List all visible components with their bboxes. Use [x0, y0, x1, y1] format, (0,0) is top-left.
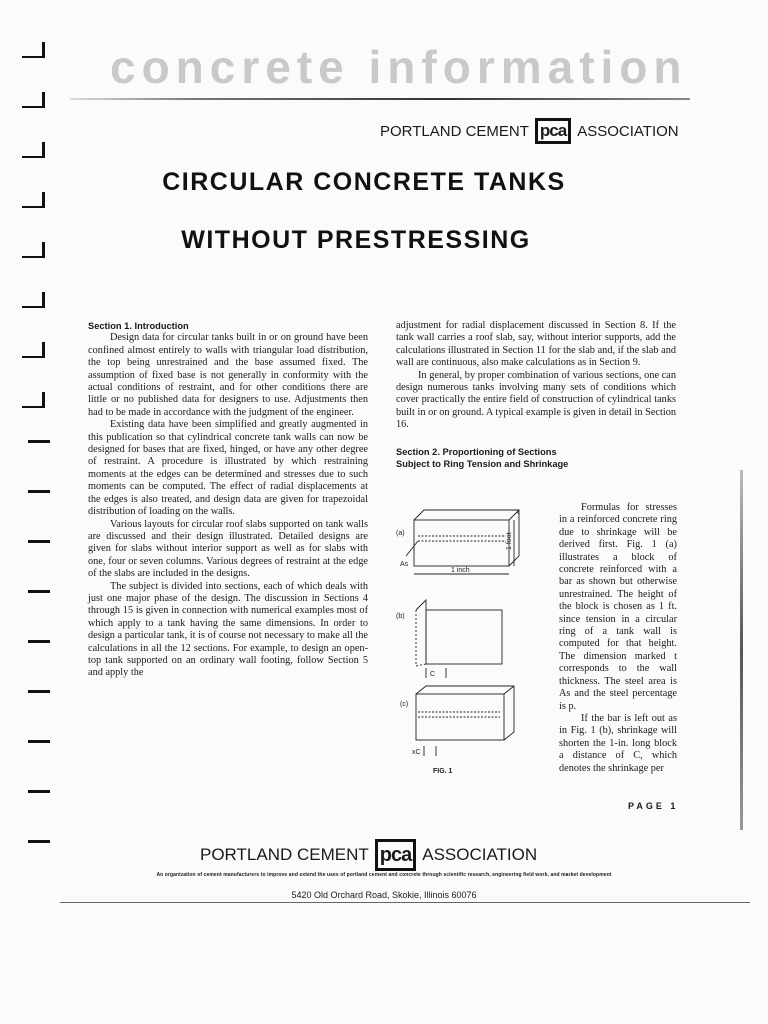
org-header [380, 118, 700, 144]
paragraph: In general, by proper combination of various sections, one can design numerous tanks involving many sets of conditions which cover practically the entire field of construction of cylindrical tanks built in or on ground. A typical example is given in detail in Section 16. [396, 369, 676, 431]
footer-org-left: PORTLAND CEMENT [200, 845, 369, 864]
figure-1-diagram [396, 506, 556, 782]
paragraph: Formulas for stresses in a reinforced concrete ring due to shrinkage will be derived first. Fig. 1 (a) illustrates a block of concrete reinforced with a bar as shown but otherwise unrestrained. The height of the block is chosen as 1 ft. since tension in a circular ring of a tank wall is computed for that height. The dimension marked t corresponds to the wall thickness. The steel area is As and the steel percentage is p. [559, 502, 677, 712]
footer-org [200, 840, 560, 870]
section-subheading: Subject to Ring Tension and Shrinkage [396, 459, 569, 470]
binding-mark [28, 640, 50, 643]
footer-org-right: ASSOCIATION [422, 845, 538, 864]
binding-mark [22, 292, 45, 308]
binding-mark [28, 790, 50, 793]
section-heading: Section 1. Introduction [88, 321, 189, 331]
paragraph: adjustment for radial displacement discussed in Section 8. If the tank wall carries a roof slab, say, without interior supports, add the calculations illustrated in Section 11 for the slab and, if the slab and wall are continuous, also make calculations as in Section 9. [396, 320, 676, 369]
header-rule [70, 98, 690, 100]
label-t: t [517, 509, 519, 516]
label-b: (b) [396, 613, 405, 620]
label-shrink-c: xC [412, 749, 421, 756]
label-as: As [400, 561, 409, 568]
binding-mark [28, 440, 50, 443]
label-foot: 1 foot [506, 532, 513, 550]
figure-caption: FIG. 1 [433, 768, 453, 775]
paragraph: If the bar is left out as in Fig. 1 (b), shrinkage will shorten the 1-in. long block a distance of C, which denotes the shrinkage per [559, 712, 677, 774]
label-c: (c) [400, 701, 409, 708]
binding-mark [28, 690, 50, 693]
binding-mark [28, 540, 50, 543]
label-inch: 1 inch [451, 567, 470, 574]
binding-mark [22, 42, 45, 58]
label-a: (a) [396, 530, 405, 537]
org-name-left: PORTLAND CEMENT [380, 122, 529, 140]
paragraph: The subject is divided into sections, each of which deals with just one major phase of the design. The discussion in Sections 4 through 15 is given in connection with numerical examples most of which apply to a tank having the same dimensions. In order to design a particular tank, it is of course not necessary to make all the calculations in all the 12 sections. For example, to design an open-top tank supported on an ordinary wall footing, follow Section 5 and apply the [88, 580, 368, 679]
binding-mark [22, 392, 45, 408]
footer-address: 5420 Old Orchard Road, Skokie, Illinois 60076 [291, 890, 477, 900]
footer-pca-logo: pca [375, 839, 416, 871]
section-heading: Section 2. Proportioning of Sections [396, 446, 557, 457]
block-a-top [414, 510, 519, 566]
pca-logo: pca [535, 118, 571, 144]
page-edge-shadow [740, 470, 743, 830]
org-name-right: ASSOCIATION [577, 122, 679, 140]
page-number: PAGE 1 [628, 801, 679, 811]
right-column [396, 320, 676, 470]
document-title-line1: CIRCULAR CONCRETE TANKS [162, 168, 566, 196]
block-a-front [414, 520, 509, 566]
block-b-front [426, 610, 502, 664]
paragraph: Design data for circular tanks built in or on ground have been confined almost entirely to walls with triangular load distribution, the top being unrestrained and the base assumed fixed. The assumption of fixed base is not generally in conformity with the actual conditions of restraint, and for other conditions there are little or no published data for designers to use. Adjustments then had to be made in accordance with the judgment of the engineer. [88, 332, 368, 418]
binding-mark [22, 342, 45, 358]
document-title-line2: WITHOUT PRESTRESSING [181, 226, 531, 254]
footer-rule [60, 902, 750, 903]
footer-tagline: An organization of cement manufacturers to improve and extend the uses of portland cement and concrete through scientific research, engineering field work, and market development [156, 872, 612, 878]
binding-mark [22, 92, 45, 108]
paragraph: Various layouts for circular roof slabs supported on tank walls are discussed and their design illustrated. Detailed designs are given for slabs without interior support as well as for slabs with one, four or seven columns. Various degrees of restraint at the edge of the slabs are included in the designs. [88, 518, 368, 580]
paragraph: Existing data have been simplified and greatly augmented in this publication so that cylindrical concrete tank walls can now be designed for bases that are fixed, hinged, or have any other degree of restraint. A procedure is illustrated by which restraining moments at the edges can be determined and stresses due to such moments can be computed. The effect of radial displacements at the edges is also treated, and design data are given for trapezoidal distribution of loading on the walls. [88, 419, 368, 518]
binding-mark [28, 490, 50, 493]
binding-mark [28, 740, 50, 743]
binding-mark [22, 142, 45, 158]
label-shrink-b: C [430, 671, 436, 678]
binding-mark [28, 590, 50, 593]
left-column [88, 320, 368, 680]
faded-masthead: concrete information [110, 41, 688, 93]
binding-marks [14, 20, 54, 900]
figure-wrap-text [559, 502, 677, 775]
binding-mark [28, 840, 50, 843]
